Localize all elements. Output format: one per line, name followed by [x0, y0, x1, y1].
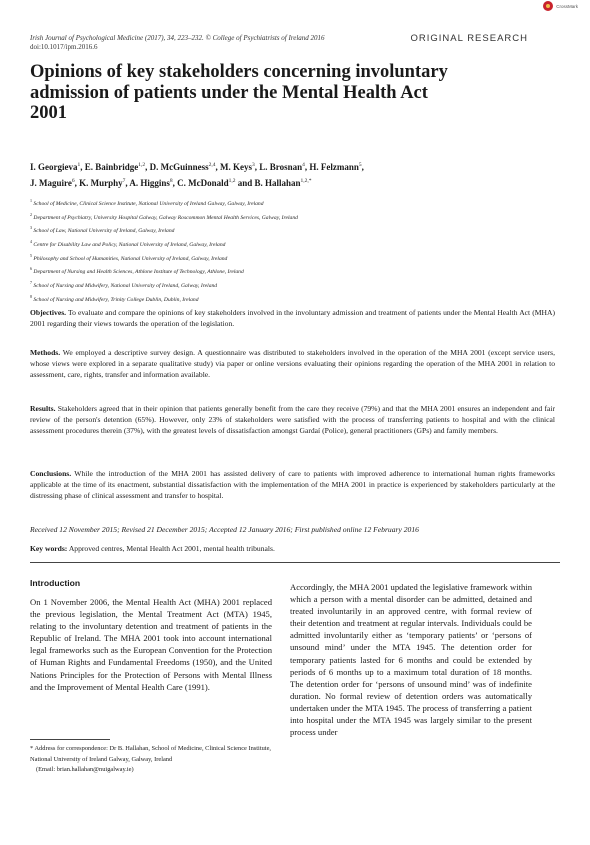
article-title: Opinions of key stakeholders concerning involuntary admission of patients under the Mental Health Act 2001 [30, 62, 448, 123]
doi: doi:10.1017/ipm.2016.6 [30, 43, 98, 51]
author-name: H. Felzmann [309, 162, 359, 172]
affiliation-text: School of Nursing and Midwifery, Trinity College Dublin, Dublin, Ireland [32, 296, 199, 303]
affiliation-text: Philosophy and School of Humanities, National University of Ireland, Galway, Ireland [32, 255, 228, 262]
keywords-label: Key words: [30, 544, 68, 553]
intro-column-right: Accordingly, the MHA 2001 updated the legislative framework within which a person with a mental disorder can be admitted, detained and treated involuntarily in an approved centre, with formal review of their detention and treatment at regular intervals. Individuals could be admitted involuntarily either as ‘temporary patients’ or ‘persons of unsound mind’ under the MTA 1945. The detention order for temporary patients lasted for 6 months and could be extended by periods of 6 months up to a maximum total duration of 18 months. The detention order for ‘persons of unsound mind’ was of indefinite duration. No formal review of detention orders was automatically undertaken under the MTA 1945. The process of transferring a patient into hospital under the MTA 1945 was largely similar to the present process under [290, 582, 532, 738]
received-dates: Received 12 November 2015; Revised 21 December 2015; Accepted 12 January 2016; First published online 12 February 2016 [30, 525, 419, 534]
author-affiliation-marker: 3 [252, 162, 255, 168]
author-name: D. McGuinness [149, 162, 209, 172]
affiliation-item [30, 223, 550, 237]
author-affiliation-marker: 8 [169, 178, 173, 184]
author-affiliation-marker: 5 [358, 162, 362, 168]
objectives-text: To evaluate and compare the opinions of key stakeholders involved in the involuntary admission and treatment of patients under the Mental Health Act (MHA) 2001 regarding their views towards the operation of the legislation. [30, 308, 555, 328]
affiliation-number: 6 [30, 266, 32, 272]
author-name: B. Hallahan [254, 178, 301, 188]
affiliation-text: School of Law, National University of Ireland, Galway, Ireland [32, 228, 175, 235]
affiliation-number: 2 [30, 211, 32, 217]
author-affiliation-marker: 7 [122, 178, 126, 184]
abstract-conclusions [30, 469, 555, 502]
results-text: Stakeholders agreed that in their opinion that patients generally benefit from the care they receive (79%) and that the MHA 2001 ensures an independent and fair review of the person's detention (65%). However, only 23% of stakeholders were satisfied with the process of transferring patients to hospital and with the clinical assessment procedures therein (37%), with the greatest levels of dissatisfaction amongst Gardaí (Police), general practitioners (GPs) and family members. [30, 404, 555, 435]
keywords [30, 544, 275, 553]
intro-column-left: On 1 November 2006, the Mental Health Act (MHA) 2001 replaced the previous legislation, the Mental Treatment Act (MTA) 1945, relating to the involuntary detention and treatment of patients in the Republic of Ireland. The MHA 2001 took into account international legal frameworks such as the European Convention for the Protection of Human Rights and Fundamental Freedoms (1950), and the United Nations Principles for the Protection of Persons with Mental Illness and the Improvement of Mental Health Care (1991). [30, 597, 272, 692]
affiliation-number: 7 [30, 279, 32, 285]
objectives-label: Objectives. [30, 308, 67, 317]
affiliation-number: 3 [30, 225, 32, 231]
author-name: C. McDonald [177, 178, 229, 188]
affiliation-number: 5 [30, 252, 32, 258]
keywords-text: Approved centres, Mental Health Act 2001, mental health tribunals. [68, 544, 275, 553]
affiliation-text: School of Nursing and Midwifery, National University of Ireland, Galway, Ireland [32, 282, 218, 289]
affiliation-item [30, 251, 550, 265]
affiliation-item [30, 196, 550, 210]
section-label: ORIGINAL RESEARCH [410, 33, 528, 44]
author-name: E. Bainbridge [84, 162, 139, 172]
affiliation-item [30, 237, 550, 251]
author-affiliation-marker: 1,2 [228, 178, 236, 184]
conclusions-label: Conclusions. [30, 469, 72, 478]
footnote-email[interactable]: (Email: brian.hallahan@nuigalway.ie) [36, 766, 134, 773]
crossmark-badge[interactable] [543, 1, 578, 11]
affiliation-text: School of Medicine, Clinical Science Institute, National University of Ireland Galway, Galway, Ireland [32, 200, 264, 207]
author-affiliation-marker: 6 [71, 178, 75, 184]
methods-text: We employed a descriptive survey design. A questionnaire was distributed to stakeholders involved in the operation of the MHA 2001 (except service users, whose views were explored in a separate qualitative study) via paper or online versions evaluating their opinions regarding the operation of the MHA 2001 in relation to assessment, care, rights, transfer and information available. [30, 348, 556, 379]
abstract-results [30, 404, 555, 437]
affiliation-number: 8 [30, 293, 32, 299]
affiliation-number: 4 [30, 238, 32, 244]
affiliation-item [30, 210, 550, 224]
author-list: I. Georgieva$^1$, E. Bainbridge$^{1,2}$, D. McGuinness$^{2,4}$, M. Keys$^3$, L. Brosnan$^4$, H. Felzmann$^5$, J. Maguire$^6$, K. Murphy$^7$, A. Higgins$^8$, C. McDonald$^{1,2}$ and B. Hallahan$^{1,2,*}$ [30, 162, 364, 188]
affiliation-item [30, 278, 550, 292]
affiliation-item [30, 292, 550, 306]
journal-citation: Irish Journal of Psychological Medicine (2017), 34, 223–232. © College of Psychiatrists of Ireland 2016 [30, 34, 325, 42]
correspondence-footnote [30, 744, 272, 776]
author-affiliation-marker: 1,2 [138, 162, 146, 168]
author-name: M. Keys [220, 162, 253, 172]
footnote-text: * Address for correspondence: Dr B. Hallahan, School of Medicine, Clinical Science Institute, National University of Ireland Galway, Galway, Ireland [30, 745, 272, 763]
affiliation-text: Centre for Disability Law and Policy, National University of Ireland, Galway, Ireland [32, 241, 226, 248]
author-affiliation-marker: 1 [77, 162, 81, 168]
section-divider [30, 562, 560, 563]
footnote-divider [30, 739, 110, 740]
conclusions-text: While the introduction of the MHA 2001 has assisted delivery of care to patients with improved adherence to international human rights frameworks applicable at the time of its enactment, substantial dissatisfaction with the implementation of the MHA 2001 in practice is experienced by stakeholders particularly at the distressing phase of clinical assessment and transfer to hospital. [30, 469, 555, 500]
intro-heading: Introduction [30, 578, 81, 588]
author-name: J. Maguire [30, 178, 72, 188]
author-affiliation-marker: 2,4 [208, 162, 216, 168]
author-affiliation-marker: 4 [302, 162, 305, 168]
author-name: K. Murphy [79, 178, 123, 188]
author-affiliation-marker: 1,2,* [300, 178, 312, 184]
methods-label: Methods. [30, 348, 61, 357]
author-name: L. Brosnan [259, 162, 303, 172]
crossmark-icon [543, 1, 553, 11]
affiliation-number: 1 [30, 198, 32, 203]
affiliation-item [30, 264, 550, 278]
abstract-methods [30, 348, 555, 381]
abstract-objectives [30, 308, 555, 330]
results-label: Results. [30, 404, 56, 413]
affiliation-list [30, 196, 550, 305]
author-name: I. Georgieva [30, 162, 78, 172]
affiliation-text: Department of Nursing and Health Sciences, Athlone Institute of Technology, Athlone, Ireland [32, 269, 244, 276]
author-name: A. Higgins [129, 178, 170, 188]
crossmark-label: CrossMark [556, 3, 578, 9]
affiliation-text: Department of Psychiatry, University Hospital Galway, Galway Roscommon Mental Health Services, Galway, Ireland [32, 214, 298, 221]
